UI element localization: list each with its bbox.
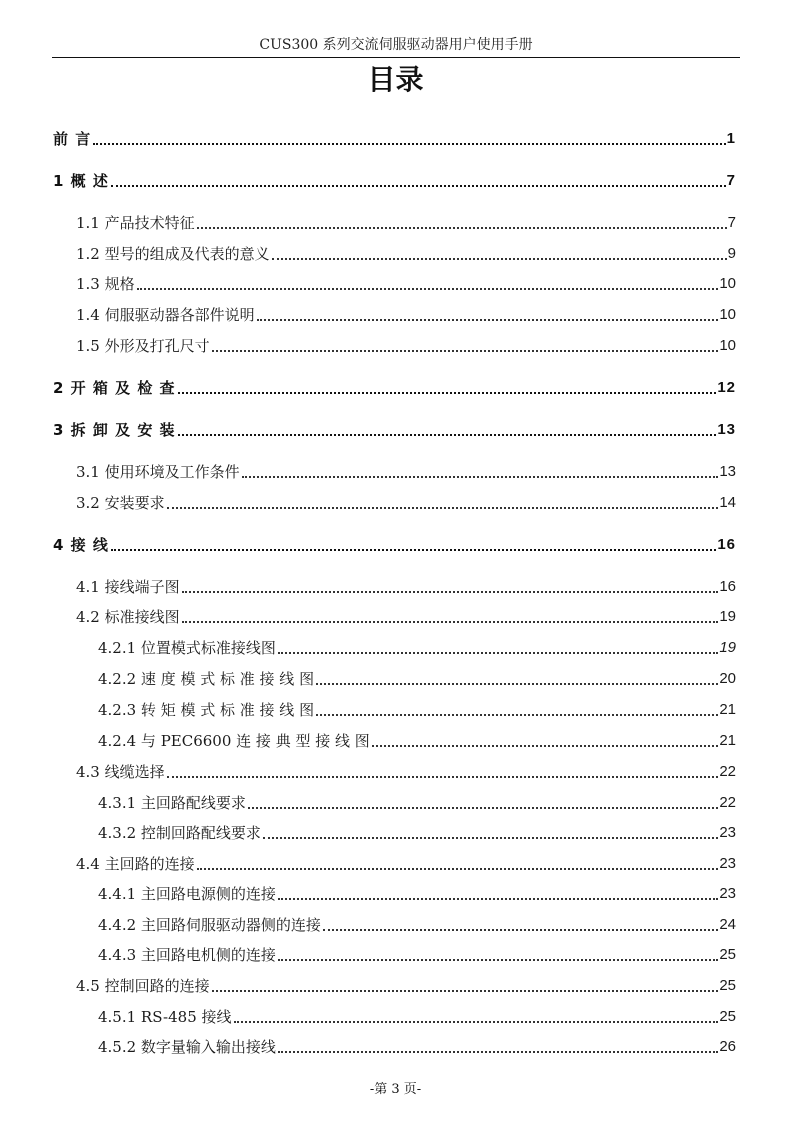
toc-entry-page-number: 9	[727, 245, 736, 262]
toc-entry-label: 3 拆 卸 及 安 装	[53, 421, 176, 439]
toc-entry[interactable]	[53, 170, 736, 192]
toc-entry[interactable]	[76, 975, 736, 997]
toc-entry-page-number: 23	[719, 885, 736, 902]
toc-entry-label: 4.5 控制回路的连接	[76, 977, 210, 995]
toc-entry-label: 2 开 箱 及 检 查	[53, 379, 176, 397]
toc-entry[interactable]	[76, 243, 736, 265]
toc-entry-label: 4.5.1 RS-485 接线	[98, 1008, 232, 1026]
toc-entry-label: 4.2.1 位置模式标准接线图	[98, 639, 276, 657]
toc-entry-page-number: 7	[727, 214, 736, 231]
dot-leader	[372, 745, 719, 747]
toc-entry-label: 1.3 规格	[76, 275, 135, 293]
toc-entry[interactable]	[76, 461, 736, 483]
toc-entry-label: 1.5 外形及打孔尺寸	[76, 337, 210, 355]
toc-entry-page-number: 16	[719, 578, 736, 595]
dot-leader	[234, 1021, 719, 1023]
toc-entry-label: 4.2.2 速 度 模 式 标 准 接 线 图	[98, 670, 315, 688]
toc-entry-label: 4.5.2 数字量输入输出接线	[98, 1038, 276, 1056]
toc-entry[interactable]	[53, 534, 736, 556]
toc-entry[interactable]	[98, 883, 736, 905]
dot-leader	[242, 476, 719, 478]
dot-leader	[323, 929, 718, 931]
toc-entry-page-number: 10	[719, 306, 736, 323]
toc-entry-label: 4.2.4 与 PEC6600 连 接 典 型 接 线 图	[98, 732, 370, 750]
dot-leader	[178, 392, 717, 394]
toc-entry[interactable]	[98, 668, 736, 690]
dot-leader	[278, 1051, 718, 1053]
toc-entry-label: 4.3.1 主回路配线要求	[98, 794, 246, 812]
toc-entry-page-number: 7	[726, 172, 736, 189]
toc-entry-page-number: 19	[719, 639, 736, 656]
toc-entry-page-number: 10	[719, 337, 736, 354]
toc-entry-page-number: 25	[719, 1008, 736, 1025]
page-footer: -第 3 页-	[369, 1082, 422, 1097]
dot-leader	[111, 549, 716, 551]
dot-leader	[257, 319, 719, 321]
toc-entry-label: 4 接 线	[53, 536, 109, 554]
dot-leader	[197, 868, 719, 870]
toc-entry[interactable]	[76, 273, 736, 295]
toc-entry[interactable]	[98, 730, 736, 752]
toc-entry-page-number: 21	[719, 732, 736, 749]
dot-leader	[272, 258, 727, 260]
page-title: 目录	[367, 63, 424, 96]
toc-entry-label: 4.4.3 主回路电机侧的连接	[98, 946, 276, 964]
dot-leader	[248, 807, 718, 809]
toc-entry-page-number: 22	[719, 763, 736, 780]
toc-entry-page-number: 25	[719, 977, 736, 994]
dot-leader	[316, 714, 718, 716]
toc-entry-label: 1.4 伺服驱动器各部件说明	[76, 306, 255, 324]
toc-entry-page-number: 21	[719, 701, 736, 718]
dot-leader	[278, 898, 718, 900]
dot-leader	[316, 683, 718, 685]
toc-entry-label: 1 概 述	[53, 172, 109, 190]
toc-entry-label: 4.4.2 主回路伺服驱动器侧的连接	[98, 916, 321, 934]
dot-leader	[167, 776, 719, 778]
toc-entry-label: 3.2 安装要求	[76, 494, 165, 512]
toc-entry-label: 1.2 型号的组成及代表的意义	[76, 245, 270, 263]
toc-entry[interactable]	[98, 792, 736, 814]
toc-entry-label: 4.4 主回路的连接	[76, 855, 195, 873]
dot-leader	[137, 288, 719, 290]
dot-leader	[182, 621, 719, 623]
dot-leader	[178, 434, 717, 436]
dot-leader	[212, 990, 719, 992]
toc-entry[interactable]	[76, 492, 736, 514]
toc-entry-label: 3.1 使用环境及工作条件	[76, 463, 240, 481]
toc-entry[interactable]	[76, 576, 736, 598]
toc-entry[interactable]	[98, 944, 736, 966]
toc-entry-label: 4.3 线缆选择	[76, 763, 165, 781]
toc-entry-label: 前 言	[53, 130, 92, 148]
toc-entry-page-number: 13	[719, 463, 736, 480]
toc-entry[interactable]	[76, 335, 736, 357]
toc-entry-label: 4.1 接线端子图	[76, 578, 180, 596]
toc-entry-label: 4.3.2 控制回路配线要求	[98, 824, 261, 842]
toc-entry-label: 4.2.3 转 矩 模 式 标 准 接 线 图	[98, 701, 315, 719]
toc-entry-page-number: 13	[717, 421, 736, 438]
toc-entry-page-number: 26	[719, 1038, 736, 1055]
toc-entry[interactable]	[98, 1006, 736, 1028]
toc-entry[interactable]	[76, 761, 736, 783]
running-header: CUS300 系列交流伺服驱动器用户使用手册	[259, 37, 533, 53]
toc-entry[interactable]	[53, 128, 736, 150]
toc-entry-page-number: 12	[717, 379, 736, 396]
toc-entry-page-number: 1	[726, 130, 736, 147]
toc-entry-label: 4.2 标准接线图	[76, 608, 180, 626]
toc-entry-page-number: 16	[717, 536, 736, 553]
toc-entry-page-number: 20	[719, 670, 736, 687]
toc-entry[interactable]	[76, 304, 736, 326]
toc-entry-page-number: 23	[719, 824, 736, 841]
toc-entry-page-number: 10	[719, 275, 736, 292]
toc-entry[interactable]	[76, 606, 736, 628]
dot-leader	[212, 350, 719, 352]
dot-leader	[93, 143, 725, 145]
dot-leader	[182, 591, 719, 593]
toc-entry-page-number: 25	[719, 946, 736, 963]
toc-entry[interactable]	[98, 822, 736, 844]
dot-leader	[263, 837, 718, 839]
toc-entry[interactable]	[98, 637, 736, 659]
toc-entry-page-number: 22	[719, 794, 736, 811]
toc-entry-page-number: 23	[719, 855, 736, 872]
dot-leader	[111, 185, 726, 187]
toc-entry[interactable]	[76, 853, 736, 875]
dot-leader	[167, 507, 719, 509]
dot-leader	[197, 227, 727, 229]
toc-entry[interactable]	[76, 212, 736, 234]
toc-entry[interactable]	[98, 699, 736, 721]
toc-entry[interactable]	[98, 1036, 736, 1058]
toc-entry[interactable]	[98, 914, 736, 936]
dot-leader	[278, 959, 718, 961]
toc-entry-label: 1.1 产品技术特征	[76, 214, 195, 232]
toc-entry[interactable]	[53, 419, 736, 441]
toc-entry-page-number: 24	[719, 916, 736, 933]
toc-entry[interactable]	[53, 377, 736, 399]
dot-leader	[278, 652, 718, 654]
toc-entry-label: 4.4.1 主回路电源侧的连接	[98, 885, 276, 903]
header-rule	[52, 57, 740, 58]
toc-entry-page-number: 19	[719, 608, 736, 625]
toc-entry-page-number: 14	[719, 494, 736, 511]
